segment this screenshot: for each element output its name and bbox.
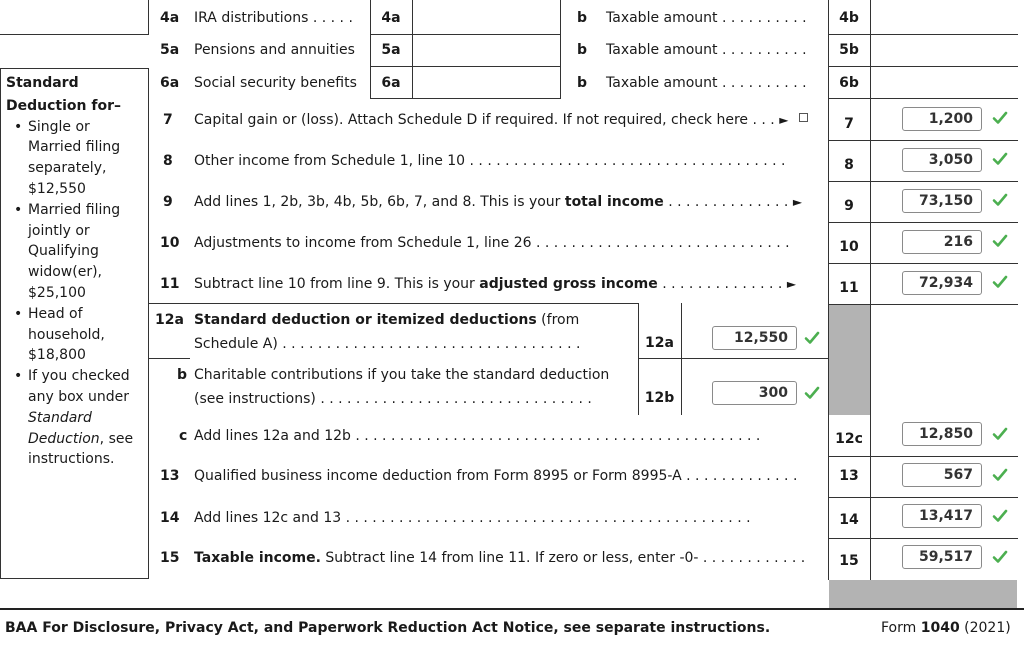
field-6a[interactable] [413,67,559,97]
line-14-num: 14 [160,510,180,526]
line-6a-num: 6a [160,75,180,91]
line-8-field[interactable]: 3,050 [902,148,982,172]
box-7-label: 7 [844,116,854,132]
box-4a-label: 4a [381,10,401,26]
line-7-num: 7 [163,112,173,128]
box-4b-label: 4b [839,10,859,26]
line-8-label: Other income from Schedule 1, line 10 . . . . . . . . . . . . . . . . . . . . . . . . . . . . . . . . . . . . [194,153,786,169]
checkmark-icon [992,426,1008,442]
shaded-area-bottom [829,580,1017,608]
box-6a-label: 6a [381,75,401,91]
form-id: Form 1040 (2021) [881,620,1011,636]
line-15-field[interactable]: 59,517 [902,545,982,569]
line-12a-field[interactable]: 12,550 [712,326,797,350]
line-12b-label: Charitable contributions if you take the standard deduction [194,367,610,383]
triangle-right-icon: ► [792,195,803,209]
line-4b-letter: b [577,10,588,26]
line-6b-letter: b [577,75,588,91]
line-12a-label: Standard deduction or itemized deductions (from [194,312,580,328]
list-item: • Married filing jointly or Qualifying widow(er), $25,100 [28,200,146,304]
line-8-num: 8 [163,153,173,169]
box-13-label: 13 [839,468,859,484]
line-4a-num: 4a [160,10,180,26]
checkmark-icon [992,549,1008,565]
line-12a-num: 12a [155,312,184,328]
line-10-num: 10 [160,235,180,251]
list-item: • Head of household, $18,800 [28,304,146,366]
list-item: • Single or Married filing separately, $12,550 [28,117,146,200]
field-5b[interactable] [871,35,1017,65]
checkmark-icon [804,385,820,401]
line-7-field[interactable]: 1,200 [902,107,982,131]
line-10-label: Adjustments to income from Schedule 1, line 26 . . . . . . . . . . . . . . . . . . . . . . . . . . . . . [194,235,790,251]
box-15-label: 15 [839,553,859,569]
box-12c-label: 12c [835,431,863,447]
list-item: • If you checked any box under Standard Deduction, see instructions. [28,366,146,470]
box-9-label: 9 [844,198,854,214]
line-5a-num: 5a [160,42,180,58]
line-11-field[interactable]: 72,934 [902,271,982,295]
checkmark-icon [992,467,1008,483]
checkbox-icon[interactable] [799,113,808,122]
field-4b[interactable] [871,1,1017,33]
line-6b-label: Taxable amount . . . . . . . . . . [606,75,807,91]
box-8-label: 8 [844,157,854,173]
line-5a-label: Pensions and annuities [194,42,355,58]
line-15-label: Taxable income. Subtract line 14 from line 11. If zero or less, enter -0- . . . . . . . . . . . . [194,550,806,566]
line-4b-label: Taxable amount . . . . . . . . . . [606,10,807,26]
footer-notice: BAA For Disclosure, Privacy Act, and Paperwork Reduction Act Notice, see separate instructions. [5,620,771,636]
line-12b-field[interactable]: 300 [712,381,797,405]
line-12b-letter: b [177,367,188,383]
line-7-label: Capital gain or (loss). Attach Schedule D if required. If not required, check here . . . ► [194,112,808,128]
standard-deduction-title: Standard [6,75,79,91]
line-9-num: 9 [163,194,173,210]
line-12b-label-2: (see instructions) . . . . . . . . . . . . . . . . . . . . . . . . . . . . . . . [194,391,592,407]
box-6b-label: 6b [839,75,859,91]
checkmark-icon [804,330,820,346]
box-10-label: 10 [839,239,859,255]
box-12a-label: 12a [645,335,674,351]
line-13-label: Qualified business income deduction from Form 8995 or Form 8995-A . . . . . . . . . . . . . [194,468,798,484]
line-6a-label: Social security benefits [194,75,357,91]
line-12c-label: Add lines 12a and 12b . . . . . . . . . . . . . . . . . . . . . . . . . . . . . . . . . . . . . . . . . . . . . . [194,428,761,444]
line-13-field[interactable]: 567 [902,463,982,487]
standard-deduction-panel [6,73,146,470]
box-14-label: 14 [839,512,859,528]
checkmark-icon [992,233,1008,249]
field-6b[interactable] [871,67,1017,97]
box-11-label: 11 [839,280,859,296]
line-5b-letter: b [577,42,588,58]
line-15-num: 15 [160,550,180,566]
line-11-label: Subtract line 10 from line 9. This is your adjusted gross income . . . . . . . . . . . . . . ► [194,276,797,292]
line-11-num: 11 [160,276,180,292]
line-10-field[interactable]: 216 [902,230,982,254]
line-14-label: Add lines 12c and 13 . . . . . . . . . . . . . . . . . . . . . . . . . . . . . . . . . . . . . . . . . . . . . . [194,510,751,526]
line-12c-field[interactable]: 12,850 [902,422,982,446]
line-9-label: Add lines 1, 2b, 3b, 4b, 5b, 6b, 7, and 8. This is your total income . . . . . . . . . . . . . . ► [194,194,803,210]
standard-deduction-subtitle: Deduction for– [6,97,121,114]
checkmark-icon [992,151,1008,167]
shaded-area-12 [829,305,870,415]
line-13-num: 13 [160,468,180,484]
box-5b-label: 5b [839,42,859,58]
box-12b-label: 12b [644,390,675,406]
checkmark-icon [992,274,1008,290]
line-9-field[interactable]: 73,150 [902,189,982,213]
box-5a-label: 5a [381,42,401,58]
line-12a-label-2: Schedule A) . . . . . . . . . . . . . . . . . . . . . . . . . . . . . . . . . . [194,336,581,352]
field-5a[interactable] [413,35,559,65]
checkmark-icon [992,508,1008,524]
checkmark-icon [992,192,1008,208]
line-4a-label: IRA distributions . . . . . [194,10,353,26]
triangle-right-icon: ► [779,113,789,127]
triangle-right-icon: ► [786,277,797,291]
footer-rule [0,608,1024,610]
line-14-field[interactable]: 13,417 [902,504,982,528]
line-12c-letter: c [179,428,188,444]
field-4a[interactable] [413,1,559,33]
line-5b-label: Taxable amount . . . . . . . . . . [606,42,807,58]
standard-deduction-list [6,117,146,471]
checkmark-icon [992,110,1008,126]
